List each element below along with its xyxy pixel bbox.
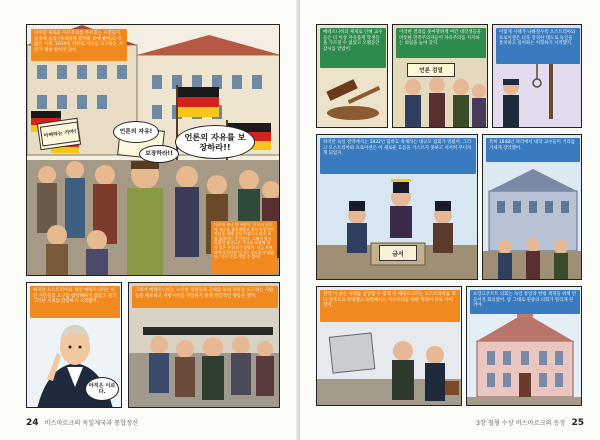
- panel-students-caption: 이러한 결과를 못마땅하게 여긴 대학생들을 비롯한 민족주의자들이 자유주의를 지지하는 외침을 높여 갔지.: [396, 28, 486, 58]
- panel-festival: [316, 134, 478, 280]
- left-page-footer-text: 비스마르크의 독일제국과 통합정신: [44, 420, 139, 427]
- banned-books-sign: 금서: [379, 245, 417, 261]
- right-page: [300, 0, 600, 440]
- panel-executions-caption: 이렇게 사태가 나빠질수록 오스트리아와 프로이센은 더욱 강경한 태도로 독일을 통치하고 싶어하는 처형하기 시작했지.: [496, 28, 580, 64]
- right-page-number: 25: [571, 418, 584, 428]
- panel-protest-caption: 이처럼 새로운 자유주의를 부르짖는 시민들이 곳곳에 등장 (자세하게 할까봐 옥에 봤어요) 수많은 시위, 1819년 언론의 자유를 요구하는 시위가 계속 벌어져 갔어.: [31, 29, 127, 61]
- panel-executions: [492, 24, 582, 128]
- left-page-footer: [26, 418, 138, 428]
- protest-sign-text: 어쩌라는 거야!: [40, 121, 80, 146]
- panel-protest-side-caption: 나중에 보니 한 사람이 '기독교 민중의 자유를 불러세웠고 일어 독일인이 자유를 위해 상상 이상으로 많은 피를 흘렸다는 뜻이었어. 그래서 당시 독일의 왕국들은 자유를 보장해 줄 것 같은 분위기가 었었어. 지금 보면 어이가 있지만 당시는 중요한 문제였어.' 라는 뜻을 엿볼 수 있어!: [211, 221, 277, 273]
- panel-exile-caption: 결국 이 같은 사태를 감당할 수 없게 된 메테르니히는 오스트리아를 떠나 영국으로 망명했고 독일에서는 자유주의를 위한 혁명이 바로 이어졌지.: [320, 290, 460, 322]
- panel-professors: [316, 24, 388, 128]
- speech-bubble-guarantee: 보장하라!!: [139, 145, 179, 163]
- panel-protest: [26, 24, 280, 276]
- speech-bubble-press-freedom-main: 언론의 자유를 보장하라!!: [175, 125, 255, 159]
- speech-bubble-press-freedom-small: 언론의 자유!: [113, 121, 159, 143]
- panel-festival-caption: 하지만 독일 전역에서는 1832년 함바흐 축제라는 대규모 집회가 열렸어. 그리고 오스트리아와 프로이센은 이 새로운 흐름을 거스르지 못하고 서서히 무너지게 되었지.: [320, 138, 476, 174]
- panel-frankfurt: [466, 286, 582, 406]
- right-page-footer-text: 3장 철혈 수상 비스마르크의 등장: [475, 420, 566, 427]
- left-page-number: 24: [26, 418, 39, 428]
- panel-paris-caption: 특히 1848년 파리에서 대학 교수들이 거리를 거세게 장악했어.: [486, 138, 580, 162]
- panel-students: [392, 24, 488, 128]
- censorship-sign: 언론 검열: [407, 63, 455, 77]
- panel-arrests: [128, 282, 280, 408]
- panel-exile: [316, 286, 462, 406]
- right-page-footer: [476, 418, 584, 428]
- speech-bubble-too-early: 아직은 이르다.: [85, 377, 119, 401]
- panel-professors-caption: 메테르니히의 체제로 인해 교수들은 더 이상 자유롭게 학생들을 가르칠 수 없었고 오랫동안 감시를 받았어.: [320, 28, 386, 68]
- panel-paris: [482, 134, 582, 280]
- panel-frankfurt-caption: 프랑크푸르트 의회는 독일 통일과 헌법 제정을 위해 만들어진 회의였어. 말 그대로 민중의 의회가 열리게 된 거야.: [470, 290, 580, 314]
- panel-arrests-caption: 그래서 메테르니히는 노인한 경찰들과 군대를 보내 자유를 요구하는 사람들을 체포하고 저항시위를 진압하기 위해 강압적인 행동을 했지.: [132, 286, 278, 308]
- panel-metternich: [26, 282, 122, 408]
- panel-metternich-caption: 하지만 오스트리아의 재상 메테르니히는 이런 시민들의 요구를 탐탁해하지 않았고 결국 그러한 시위를 탄압하기 시작했어.: [30, 286, 120, 318]
